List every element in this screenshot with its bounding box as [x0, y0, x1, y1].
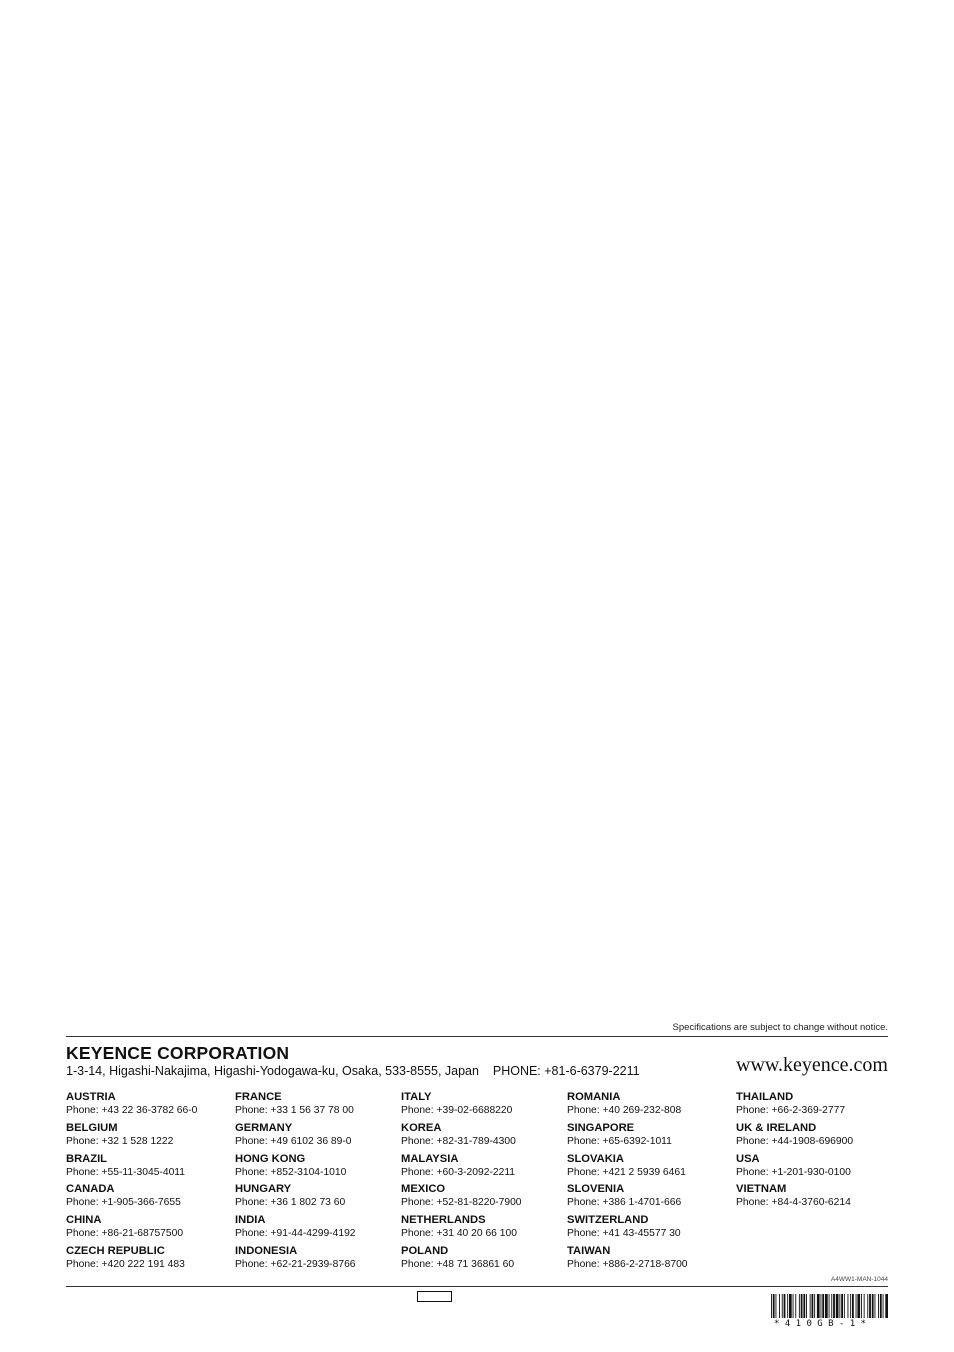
- office-entry: [567, 1183, 688, 1214]
- office-entry: [235, 1183, 356, 1214]
- office-country: CANADA: [66, 1183, 115, 1196]
- barcode-bar: [795, 1294, 796, 1318]
- office-phone: Phone: +39-02-6688220: [401, 1105, 513, 1116]
- office-phone: Phone: +82-31-789-4300: [401, 1135, 516, 1147]
- barcode-bar: [836, 1294, 839, 1318]
- office-country: SLOVAKIA: [567, 1152, 624, 1165]
- office-phone: Phone: +62-21-2939-8766: [235, 1258, 356, 1270]
- office-phone: Phone: +43 22 36-3782 66-0: [66, 1105, 198, 1116]
- barcode-bar: [864, 1294, 865, 1318]
- office-phone: Phone: +60-3-2092-2211: [401, 1166, 516, 1178]
- barcode-bar: [867, 1294, 868, 1318]
- barcode-bar: [885, 1294, 888, 1318]
- barcode-bar: [831, 1294, 832, 1318]
- office-phone: Phone: +33 1 56 37 78 00: [235, 1105, 354, 1116]
- barcode-bar: [856, 1294, 857, 1318]
- office-country: THAILAND: [736, 1091, 794, 1103]
- office-country: USA: [736, 1152, 760, 1165]
- barcode-bar: [850, 1294, 851, 1318]
- office-phone: Phone: +32 1 528 1222: [66, 1135, 174, 1147]
- office-phone: Phone: +48 71 36861 60: [401, 1258, 515, 1270]
- barcode-bar: [779, 1294, 780, 1318]
- bottom-divider: [66, 1286, 888, 1287]
- barcode-bar: [782, 1294, 783, 1318]
- office-country: POLAND: [401, 1244, 449, 1257]
- barcode-bar: [803, 1294, 805, 1318]
- office-entry: [401, 1183, 522, 1214]
- office-column: [401, 1091, 522, 1276]
- barcode-bar: [852, 1294, 854, 1318]
- office-entry: [736, 1091, 853, 1122]
- barcode-bar: [841, 1294, 843, 1318]
- office-entry: [235, 1153, 356, 1184]
- office-column: [736, 1091, 853, 1214]
- blank-stamp-box: [417, 1291, 452, 1302]
- office-phone: Phone: +65-6392-1011: [567, 1135, 672, 1147]
- office-country: SINGAPORE: [567, 1121, 635, 1134]
- office-directory: [66, 1091, 888, 1276]
- office-entry: [235, 1091, 356, 1122]
- office-country: FRANCE: [235, 1091, 282, 1103]
- office-country: VIETNAM: [736, 1183, 787, 1196]
- office-country: INDIA: [235, 1214, 266, 1227]
- document-code: A4WW1-MAN-1044: [830, 1276, 888, 1283]
- office-phone: Phone: +1-905-366-7655: [66, 1197, 181, 1209]
- barcode-bar: [776, 1294, 777, 1318]
- office-phone: Phone: +36 1 802 73 60: [235, 1197, 346, 1209]
- office-entry: [567, 1091, 688, 1122]
- office-phone: Phone: +1-201-930-0100: [736, 1166, 851, 1178]
- office-country: ROMANIA: [567, 1091, 621, 1103]
- top-divider: [66, 1036, 888, 1037]
- company-name: KEYENCE CORPORATION: [66, 1043, 290, 1063]
- office-phone: Phone: +386 1-4701-666: [567, 1197, 682, 1209]
- office-phone: Phone: +852-3104-1010: [235, 1166, 347, 1178]
- office-phone: Phone: +40 269-232-808: [567, 1105, 682, 1116]
- office-country: GERMANY: [235, 1121, 293, 1134]
- office-phone: Phone: +52-81-8220-7900: [401, 1197, 522, 1209]
- barcode-bar: [861, 1294, 862, 1318]
- office-entry: [401, 1245, 522, 1276]
- office-entry: [401, 1091, 522, 1122]
- barcode-bar: [817, 1294, 820, 1318]
- barcode-bar: [771, 1294, 772, 1318]
- office-country: BELGIUM: [66, 1121, 118, 1134]
- office-country: NETHERLANDS: [401, 1214, 486, 1227]
- office-country: AUSTRIA: [66, 1091, 116, 1103]
- barcode-bar: [787, 1294, 788, 1318]
- website-url[interactable]: www.keyence.com: [736, 1054, 888, 1076]
- barcode-bar: [822, 1294, 824, 1318]
- office-entry: [736, 1183, 853, 1214]
- barcode-bar: [825, 1294, 828, 1318]
- barcode-bar: [793, 1294, 794, 1318]
- barcode-bar: [773, 1294, 775, 1318]
- barcode-bar: [821, 1294, 822, 1318]
- office-country: TAIWAN: [567, 1244, 611, 1257]
- barcode-bar: [880, 1294, 882, 1318]
- office-entry: [66, 1214, 197, 1245]
- spec-change-notice: Specifications are subject to change without notice.: [672, 1022, 888, 1033]
- office-country: SWITZERLAND: [567, 1214, 649, 1227]
- office-country: CHINA: [66, 1214, 102, 1227]
- barcode-bar: [833, 1294, 835, 1318]
- office-phone: Phone: +886-2-2718-8700: [567, 1258, 688, 1270]
- barcode-bar: [844, 1294, 845, 1318]
- office-entry: [66, 1183, 197, 1214]
- office-entry: [66, 1245, 197, 1276]
- office-phone: Phone: +421 2 5939 6461: [567, 1166, 686, 1178]
- office-entry: [66, 1091, 197, 1122]
- barcode-bar: [799, 1294, 800, 1318]
- office-entry: [401, 1153, 522, 1184]
- office-country: MEXICO: [401, 1183, 446, 1196]
- office-country: ITALY: [401, 1091, 432, 1103]
- barcode-bar: [869, 1294, 871, 1318]
- office-entry: [736, 1153, 853, 1184]
- barcode-bar: [875, 1294, 876, 1318]
- office-phone: Phone: +86-21-68757500: [66, 1228, 184, 1240]
- barcode-bar: [872, 1294, 874, 1318]
- barcode-bar: [857, 1294, 860, 1318]
- office-phone: Phone: +84-4-3760-6214: [736, 1197, 851, 1209]
- office-entry: [567, 1214, 688, 1245]
- office-country: UK & IRELAND: [736, 1121, 817, 1134]
- office-phone: Phone: +66-2-369-2777: [736, 1105, 846, 1116]
- office-entry: [66, 1122, 197, 1153]
- office-entry: [567, 1153, 688, 1184]
- office-country: CZECH REPUBLIC: [66, 1244, 165, 1257]
- barcode-image: [771, 1294, 888, 1318]
- office-country: SLOVENIA: [567, 1183, 625, 1196]
- barcode-bar: [848, 1294, 849, 1318]
- office-country: KOREA: [401, 1121, 442, 1134]
- office-entry: [235, 1245, 356, 1276]
- barcode-bar: [812, 1294, 814, 1318]
- office-column: [235, 1091, 356, 1276]
- office-country: INDONESIA: [235, 1244, 298, 1257]
- office-entry: [401, 1122, 522, 1153]
- barcode-bar: [839, 1294, 840, 1318]
- office-country: HONG KONG: [235, 1152, 306, 1165]
- office-phone: Phone: +49 6102 36 89-0: [235, 1135, 352, 1147]
- office-country: BRAZIL: [66, 1152, 108, 1165]
- barcode-bar: [810, 1294, 811, 1318]
- barcode-bar: [806, 1294, 807, 1318]
- office-entry: [736, 1122, 853, 1153]
- barcode-bar: [878, 1294, 879, 1318]
- barcode-bar: [814, 1294, 815, 1318]
- office-phone: Phone: +31 40 20 66 100: [401, 1228, 517, 1240]
- barcode-bar: [829, 1294, 830, 1318]
- office-country: HUNGARY: [235, 1183, 292, 1196]
- barcode-bar: [784, 1294, 786, 1318]
- office-column: [567, 1091, 688, 1276]
- office-entry: [567, 1122, 688, 1153]
- office-entry: [66, 1153, 197, 1184]
- office-phone: Phone: +44-1908-696900: [736, 1135, 854, 1147]
- office-phone: Phone: +420 222 191 483: [66, 1258, 185, 1270]
- office-phone: Phone: +41 43-45577 30: [567, 1228, 681, 1240]
- office-column: [66, 1091, 197, 1276]
- company-address: 1-3-14, Higashi-Nakajima, Higashi-Yodogawa-ku, Osaka, 533-8555, Japan PHONE: +81-6-6379-2211: [66, 1064, 640, 1078]
- office-phone: Phone: +55-11-3045-4011: [66, 1166, 185, 1178]
- barcode-text: *410GB-1*: [774, 1319, 872, 1329]
- office-entry: [401, 1214, 522, 1245]
- office-entry: [235, 1122, 356, 1153]
- barcode-bar: [883, 1294, 884, 1318]
- barcode-bar: [801, 1294, 803, 1318]
- barcode-bar: [789, 1294, 792, 1318]
- office-country: MALAYSIA: [401, 1152, 459, 1165]
- office-entry: [567, 1245, 688, 1276]
- office-phone: Phone: +91-44-4299-4192: [235, 1228, 356, 1240]
- office-entry: [235, 1214, 356, 1245]
